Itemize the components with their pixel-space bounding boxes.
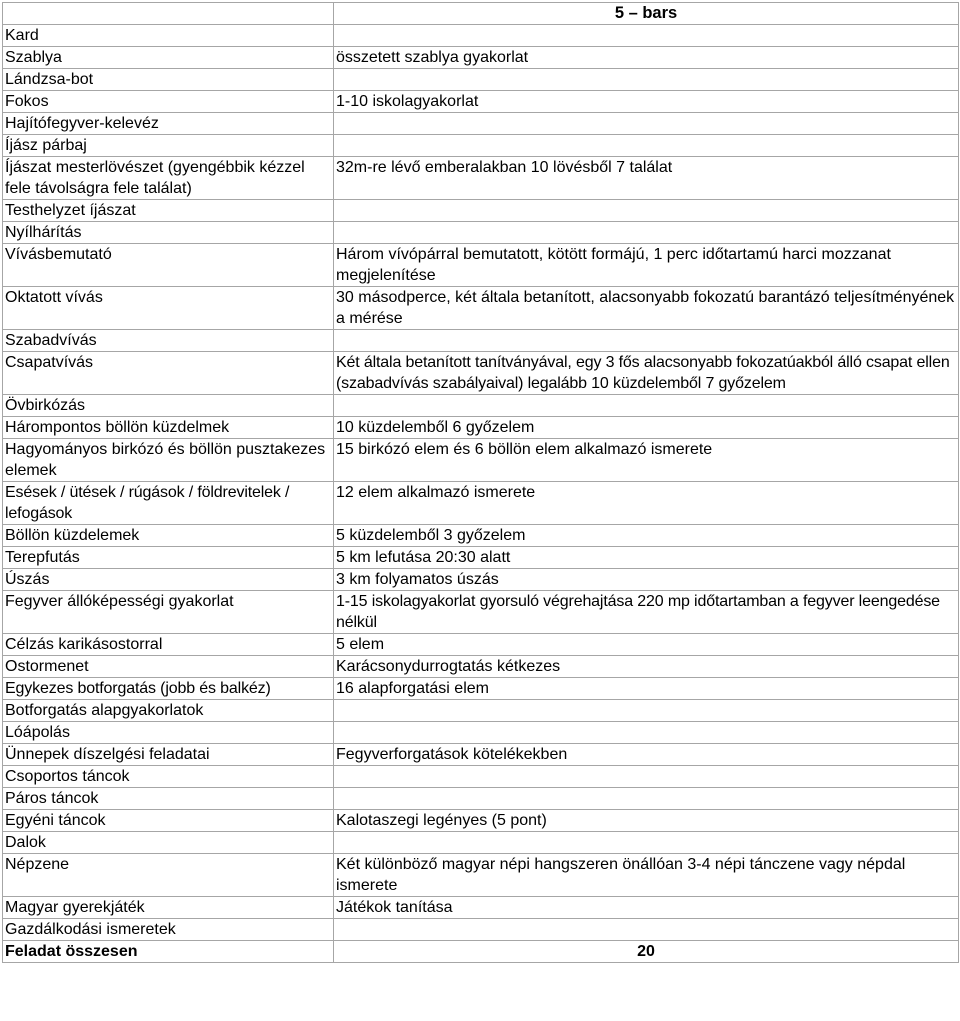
skill-cell: Íjász párbaj <box>3 135 334 157</box>
requirement-cell <box>334 69 959 91</box>
requirement-cell: összetett szablya gyakorlat <box>334 47 959 69</box>
table-row <box>3 569 959 591</box>
requirement-cell <box>334 222 959 244</box>
header-empty-cell <box>3 3 334 25</box>
total-row <box>3 941 959 963</box>
skill-cell: Lóápolás <box>3 722 334 744</box>
total-label: Feladat összesen <box>3 941 334 963</box>
skill-cell: Csoportos táncok <box>3 766 334 788</box>
requirement-cell <box>334 395 959 417</box>
table-row <box>3 352 959 395</box>
skill-cell: Íjászat mesterlövészet (gyengébbik kézzel fele távolságra fele találat) <box>3 157 334 200</box>
skill-cell: Fokos <box>3 91 334 113</box>
table-row <box>3 656 959 678</box>
requirement-cell: Fegyverforgatások kötelékekben <box>334 744 959 766</box>
skill-cell: Csapatvívás <box>3 352 334 395</box>
table-row <box>3 47 959 69</box>
table-row <box>3 591 959 634</box>
skill-cell: Egyéni táncok <box>3 810 334 832</box>
table-row <box>3 525 959 547</box>
skill-cell: Vívásbemutató <box>3 244 334 287</box>
skill-cell: Terepfutás <box>3 547 334 569</box>
skill-cell: Népzene <box>3 854 334 897</box>
skill-cell: Úszás <box>3 569 334 591</box>
requirement-cell: Karácsonydurrogtatás kétkezes <box>334 656 959 678</box>
requirement-cell: Játékok tanítása <box>334 897 959 919</box>
table-row <box>3 897 959 919</box>
skill-cell: Testhelyzet íjászat <box>3 200 334 222</box>
requirement-cell <box>334 330 959 352</box>
table-row <box>3 634 959 656</box>
requirement-cell: 32m-re lévő emberalakban 10 lövésből 7 találat <box>334 157 959 200</box>
table-row <box>3 854 959 897</box>
skill-cell: Szabadvívás <box>3 330 334 352</box>
requirement-cell: Három vívópárral bemutatott, kötött formájú, 1 perc időtartamú harci mozzanat megjelenítése <box>334 244 959 287</box>
skill-cell: Magyar gyerekjáték <box>3 897 334 919</box>
column-title: 5 – bars <box>334 3 959 25</box>
table-row <box>3 788 959 810</box>
requirement-cell <box>334 25 959 47</box>
skill-cell: Botforgatás alapgyakorlatok <box>3 700 334 722</box>
requirement-cell: 1-15 iskolagyakorlat gyorsuló végrehajtása 220 mp időtartamban a fegyver leengedése nélkül <box>334 591 959 634</box>
skill-cell: Hárompontos böllön küzdelmek <box>3 417 334 439</box>
table-row <box>3 482 959 525</box>
requirement-cell: 12 elem alkalmazó ismerete <box>334 482 959 525</box>
requirement-cell <box>334 113 959 135</box>
table-row <box>3 678 959 700</box>
table-row <box>3 832 959 854</box>
table-row <box>3 766 959 788</box>
table-row <box>3 200 959 222</box>
table-row <box>3 810 959 832</box>
skill-cell: Nyílhárítás <box>3 222 334 244</box>
requirement-cell <box>334 832 959 854</box>
requirement-cell <box>334 722 959 744</box>
requirement-cell: 5 elem <box>334 634 959 656</box>
requirement-cell: 3 km folyamatos úszás <box>334 569 959 591</box>
skill-cell: Hagyományos birkózó és böllön pusztakezes elemek <box>3 439 334 482</box>
table-row <box>3 244 959 287</box>
table-row <box>3 91 959 113</box>
table-row <box>3 439 959 482</box>
skill-cell: Oktatott vívás <box>3 287 334 330</box>
skill-cell: Kard <box>3 25 334 47</box>
requirement-cell: 1-10 iskolagyakorlat <box>334 91 959 113</box>
skill-cell: Célzás karikásostorral <box>3 634 334 656</box>
requirement-cell: Két általa betanított tanítványával, egy 3 fős alacsonyabb fokozatúakból álló csapat ellen (szabadvívás szabályaival) legalább 10 küzdelemből 7 győzelem <box>334 352 959 395</box>
requirement-cell: Két különböző magyar népi hangszeren önállóan 3-4 népi tánczene vagy népdal ismerete <box>334 854 959 897</box>
skill-cell: Páros táncok <box>3 788 334 810</box>
requirement-cell: Kalotaszegi legényes (5 pont) <box>334 810 959 832</box>
table-row <box>3 417 959 439</box>
skill-cell: Böllön küzdelemek <box>3 525 334 547</box>
skill-cell: Fegyver állóképességi gyakorlat <box>3 591 334 634</box>
requirement-cell: 16 alapforgatási elem <box>334 678 959 700</box>
table-row <box>3 222 959 244</box>
requirement-cell: 15 birkózó elem és 6 böllön elem alkalmazó ismerete <box>334 439 959 482</box>
requirement-cell <box>334 919 959 941</box>
skill-cell: Dalok <box>3 832 334 854</box>
table-row <box>3 157 959 200</box>
skill-cell: Egykezes botforgatás (jobb és balkéz) <box>3 678 334 700</box>
requirement-cell: 5 km lefutása 20:30 alatt <box>334 547 959 569</box>
requirement-cell <box>334 200 959 222</box>
table-row <box>3 287 959 330</box>
requirement-cell <box>334 766 959 788</box>
table-row <box>3 919 959 941</box>
requirement-cell <box>334 135 959 157</box>
requirement-cell: 10 küzdelemből 6 győzelem <box>334 417 959 439</box>
table-row <box>3 113 959 135</box>
table-row <box>3 69 959 91</box>
table-row <box>3 395 959 417</box>
skill-cell: Gazdálkodási ismeretek <box>3 919 334 941</box>
skill-cell: Ünnepek díszelgési feladatai <box>3 744 334 766</box>
skill-cell: Lándzsa-bot <box>3 69 334 91</box>
total-value: 20 <box>334 941 959 963</box>
table-body <box>3 25 959 941</box>
header-row <box>3 3 959 25</box>
table-row <box>3 135 959 157</box>
skill-cell: Ostormenet <box>3 656 334 678</box>
skill-cell: Esések / ütések / rúgások / földrevitelek / lefogások <box>3 482 334 525</box>
table-row <box>3 547 959 569</box>
table-row <box>3 700 959 722</box>
skill-cell: Hajítófegyver-kelevéz <box>3 113 334 135</box>
table-row <box>3 722 959 744</box>
requirement-cell: 5 küzdelemből 3 győzelem <box>334 525 959 547</box>
requirement-cell <box>334 700 959 722</box>
requirements-table <box>2 2 959 963</box>
skill-cell: Övbirkózás <box>3 395 334 417</box>
table-row <box>3 25 959 47</box>
requirement-cell <box>334 788 959 810</box>
requirement-cell: 30 másodperce, két általa betanított, alacsonyabb fokozatú barantázó teljesítményének a mérése <box>334 287 959 330</box>
table-row <box>3 744 959 766</box>
table-row <box>3 330 959 352</box>
skill-cell: Szablya <box>3 47 334 69</box>
